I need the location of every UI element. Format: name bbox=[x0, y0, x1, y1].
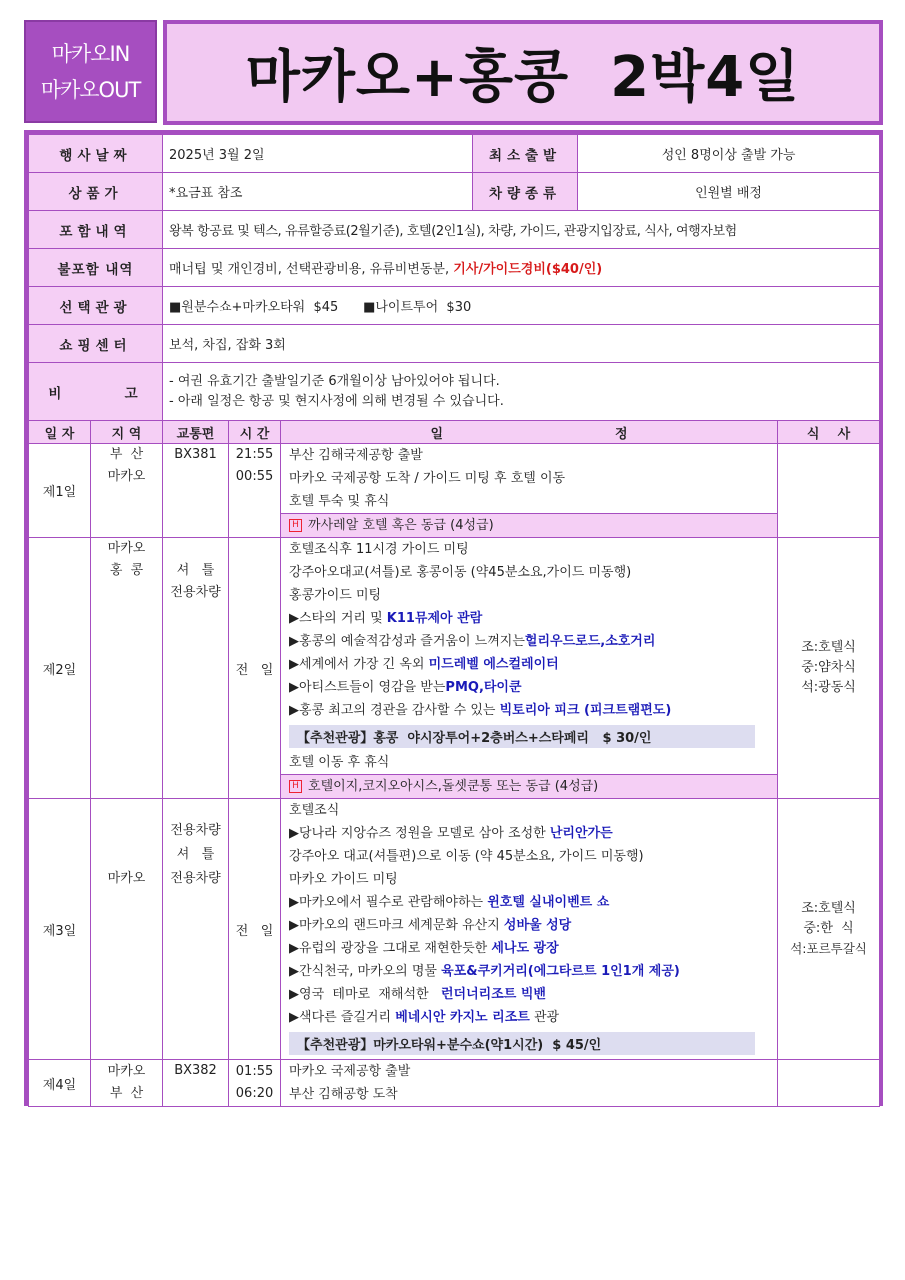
highlight: 난리안가든 bbox=[549, 826, 613, 841]
text: ▶홍콩 최고의 경관을 감사할 수 있는 bbox=[289, 703, 500, 718]
header-badge-in: 마카오IN bbox=[51, 41, 130, 66]
day-3-time: 전 일 bbox=[229, 799, 281, 1060]
transport-line: 전용차량 bbox=[170, 823, 221, 838]
day-3-label: 제3일 bbox=[29, 799, 91, 1060]
price-label: 상품가 bbox=[29, 173, 163, 211]
guide-fee: 기사/가이드경비($40/인) bbox=[453, 262, 603, 277]
day-2-time: 전 일 bbox=[229, 538, 281, 799]
vehicle-label: 차량종류 bbox=[473, 173, 578, 211]
min-departure-label: 최소출발 bbox=[473, 135, 578, 173]
schedule-line: 호텔조식후 11시경 가이드 미팅 bbox=[289, 542, 469, 557]
day-row-3 bbox=[29, 799, 880, 1060]
day-4-label: 제4일 bbox=[29, 1060, 91, 1107]
day-2-meal bbox=[778, 538, 880, 799]
schedule-line: 홍콩가이드 미팅 bbox=[289, 588, 382, 603]
itinerary-table bbox=[24, 130, 883, 1106]
highlight: 육포&쿠키거리(에그타르트 1인1개 제공) bbox=[441, 964, 680, 979]
highlight: 윈호텔 실내이벤트 쇼 bbox=[487, 895, 610, 910]
meal-breakfast: 조:호텔식 bbox=[801, 640, 856, 655]
hotel-name: 까사레알 호텔 혹은 동급 (4성급) bbox=[308, 518, 494, 533]
text: ▶마카오에서 필수로 관람해야하는 bbox=[289, 895, 488, 910]
text: ▶스타의 거리 및 bbox=[289, 611, 387, 626]
region-line: 부 산 bbox=[109, 1086, 144, 1101]
schedule-line bbox=[281, 914, 777, 937]
date-value: 2025년 3월 2일 bbox=[163, 135, 473, 173]
optional-tour-value: ■원분수쇼+마카오타워 $45 ■나이트투어 $30 bbox=[163, 287, 880, 325]
day-1-region bbox=[91, 444, 163, 538]
day-row-4 bbox=[29, 1060, 880, 1107]
hotel-line bbox=[281, 774, 777, 798]
recommended-tour-label: 【추천관광】마카오타워+분수쇼(약1시간) $ 45/인 bbox=[289, 1032, 755, 1055]
schedule-line: 부산 김해공항 도착 bbox=[289, 1087, 398, 1102]
schedule-line bbox=[281, 960, 777, 983]
schedule-line: 마카오 국제공항 출발 bbox=[289, 1064, 411, 1079]
highlight: 성바울 성당 bbox=[503, 918, 572, 933]
meal-lunch: 중:얌차식 bbox=[801, 660, 856, 675]
transport-line: 셔 틀 bbox=[176, 563, 215, 578]
day-3-meal bbox=[778, 799, 880, 1060]
included-value: 왕복 항공료 및 텍스, 유류할증료(2월기준), 호텔(2인1실), 차량, 가이드, 관광지입장료, 식사, 여행자보험 bbox=[163, 211, 880, 249]
day-2-transport bbox=[163, 538, 229, 799]
highlight: 세나도 광장 bbox=[491, 941, 559, 956]
day-4-time bbox=[229, 1060, 281, 1107]
meal-lunch: 중:한 식 bbox=[803, 921, 854, 936]
highlight: 베네시안 카지노 리조트 bbox=[395, 1010, 530, 1025]
recommended-tour bbox=[281, 1029, 777, 1059]
note-line-2: - 아래 일정은 항공 및 현지사정에 의해 변경될 수 있습니다. bbox=[169, 393, 504, 409]
text: ▶당나라 지앙슈즈 정원을 모델로 삼아 조성한 bbox=[289, 826, 550, 841]
day-1-label: 제1일 bbox=[29, 444, 91, 538]
header-badge-out: 마카오OUT bbox=[40, 77, 141, 102]
vehicle-value: 인원별 배정 bbox=[578, 173, 880, 211]
highlight: PMQ,타이쿤 bbox=[445, 680, 522, 695]
schedule-line: 강주아오대교(셔틀)로 홍콩이동 (약45분소요,가이드 미동행) bbox=[289, 565, 632, 580]
header-title-box bbox=[163, 20, 883, 125]
recommended-tour-label: 【추천관광】홍콩 야시장투어+2층버스+스타페리 $ 30/인 bbox=[289, 725, 755, 748]
text: ▶마카오의 랜드마크 세계문화 유산지 bbox=[289, 918, 504, 933]
day-2-region bbox=[91, 538, 163, 799]
day-4-flight: BX382 bbox=[163, 1060, 229, 1107]
col-region: 지 역 bbox=[91, 421, 163, 444]
transport-line: 셔 틀 bbox=[176, 847, 215, 862]
col-schedule: 일 정 bbox=[281, 421, 778, 444]
text: ▶세계에서 가장 긴 옥외 bbox=[289, 657, 429, 672]
time-line: 01:55 bbox=[235, 1064, 274, 1079]
excluded-text: 매너팁 및 개인경비, 선택관광비용, 유류비변동분, bbox=[169, 262, 450, 277]
col-transport: 교통편 bbox=[163, 421, 229, 444]
meal-dinner: 석:포르투갈식 bbox=[790, 941, 867, 956]
hotel-line bbox=[281, 513, 777, 537]
text: 관광 bbox=[529, 1010, 560, 1025]
recommended-tour bbox=[281, 722, 777, 751]
hotel-icon: H bbox=[289, 519, 302, 532]
hotel-name: 호텔이지,코지오아시스,돌셋쿤통 또는 동급 (4성급) bbox=[308, 779, 599, 794]
transport-line: 전용차량 bbox=[170, 871, 221, 886]
schedule-line bbox=[281, 983, 777, 1006]
highlight: 미드레벨 에스컬레이터 bbox=[428, 657, 559, 672]
col-meal: 식 사 bbox=[778, 421, 880, 444]
schedule-line: 마카오 국제공항 도착 / 가이드 미팅 후 호텔 이동 bbox=[289, 471, 566, 486]
text: ▶영국 테마로 재해석한 bbox=[289, 987, 441, 1002]
text: ▶간식천국, 마카오의 명물 bbox=[289, 964, 442, 979]
highlight: 런더너리조트 빅밴 bbox=[440, 987, 546, 1002]
day-2-label: 제2일 bbox=[29, 538, 91, 799]
schedule-line: 호텔 투숙 및 휴식 bbox=[289, 494, 390, 509]
meal-breakfast: 조:호텔식 bbox=[801, 901, 856, 916]
day-1-meal bbox=[778, 444, 880, 538]
day-row-2 bbox=[29, 538, 880, 799]
day-1-schedule bbox=[281, 444, 778, 538]
day-2-schedule bbox=[281, 538, 778, 799]
date-label: 행사날짜 bbox=[29, 135, 163, 173]
excluded-value bbox=[163, 249, 880, 287]
day-1-time bbox=[229, 444, 281, 538]
day-4-schedule bbox=[281, 1060, 778, 1107]
min-departure-value: 성인 8명이상 출발 가능 bbox=[578, 135, 880, 173]
shopping-value: 보석, 차집, 잡화 3회 bbox=[163, 325, 880, 363]
note-line-1: - 여권 유효기간 출발일기준 6개월이상 남아있어야 됩니다. bbox=[169, 373, 500, 389]
schedule-line bbox=[281, 699, 777, 722]
schedule-line: 호텔 이동 후 휴식 bbox=[289, 755, 390, 770]
col-day: 일 자 bbox=[29, 421, 91, 444]
note-label: 비 고 bbox=[29, 363, 163, 421]
day-1-flight: BX381 bbox=[163, 444, 229, 538]
price-value: *요금표 참조 bbox=[163, 173, 473, 211]
highlight: K11뮤제아 관람 bbox=[386, 611, 483, 626]
col-time: 시 간 bbox=[229, 421, 281, 444]
excluded-label: 불포함 내역 bbox=[29, 249, 163, 287]
time-line: 21:55 bbox=[235, 447, 274, 462]
page-title: 마카오+홍콩 2박4일 bbox=[167, 24, 879, 121]
schedule-line: 부산 김해국제공항 출발 bbox=[289, 448, 423, 463]
text: ▶홍콩의 예술적감성과 즐거움이 느껴지는 bbox=[289, 634, 525, 649]
day-3-transport bbox=[163, 799, 229, 1060]
region-line: 마카오 bbox=[107, 541, 146, 556]
region-line: 마카오 bbox=[107, 469, 146, 484]
day-3-region: 마카오 bbox=[91, 799, 163, 1060]
region-line: 마카오 bbox=[107, 1064, 146, 1079]
day-4-region bbox=[91, 1060, 163, 1107]
transport-line: 전용차량 bbox=[170, 585, 221, 600]
header-badge bbox=[24, 20, 157, 123]
text: ▶아티스트들이 영감을 받는 bbox=[289, 680, 446, 695]
schedule-line: 강주아오 대교(셔틀편)으로 이동 (약 45분소요, 가이드 미동행) bbox=[289, 849, 644, 864]
region-line: 홍 콩 bbox=[109, 563, 144, 578]
day-3-schedule bbox=[281, 799, 778, 1060]
day-4-meal bbox=[778, 1060, 880, 1107]
meal-dinner: 석:광동식 bbox=[801, 680, 856, 695]
highlight: 빅토리아 피크 (피크트램편도) bbox=[499, 703, 672, 718]
text: ▶색다른 즐길거리 bbox=[289, 1010, 396, 1025]
included-label: 포함내역 bbox=[29, 211, 163, 249]
time-line: 00:55 bbox=[235, 469, 274, 484]
schedule-line bbox=[281, 822, 777, 845]
schedule-line bbox=[281, 937, 777, 960]
hotel-icon: H bbox=[289, 780, 302, 793]
schedule-line bbox=[281, 1006, 777, 1029]
schedule-line bbox=[281, 653, 777, 676]
schedule-line bbox=[281, 676, 777, 699]
time-line: 06:20 bbox=[235, 1086, 274, 1101]
schedule-line bbox=[281, 630, 777, 653]
shopping-label: 쇼핑센터 bbox=[29, 325, 163, 363]
region-line: 부 산 bbox=[109, 447, 144, 462]
day-row-1 bbox=[29, 444, 880, 538]
optional-tour-label: 선택관광 bbox=[29, 287, 163, 325]
text: ▶유럽의 광장을 그대로 재현한듯한 bbox=[289, 941, 492, 956]
schedule-line bbox=[281, 607, 777, 630]
schedule-line: 호텔조식 bbox=[289, 803, 340, 818]
schedule-line bbox=[281, 891, 777, 914]
note-value bbox=[163, 363, 880, 421]
highlight: 헐리우드로드,소호거리 bbox=[524, 634, 656, 649]
schedule-line: 마카오 가이드 미팅 bbox=[289, 872, 398, 887]
